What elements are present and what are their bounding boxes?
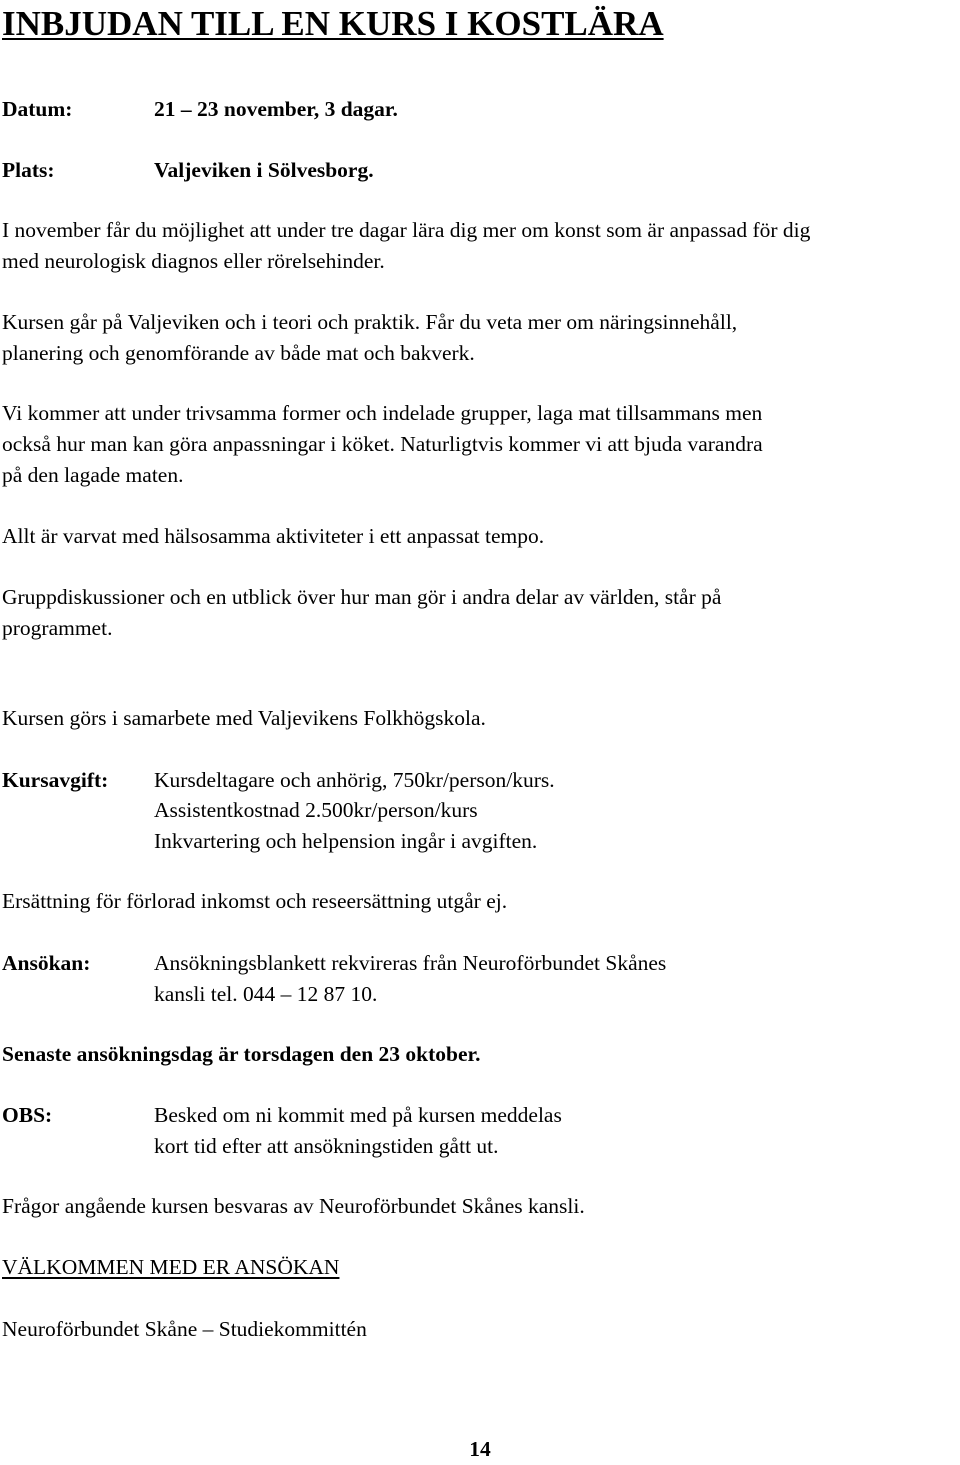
intro-paragraph-line-1: I november får du möjlighet att under tre dagar lära dig mer om konst som är anpassad för dig: [2, 218, 811, 242]
obs-label: OBS:: [2, 1103, 53, 1127]
plats-value: Valjeviken i Sölvesborg.: [154, 158, 374, 182]
discussion-paragraph-line-2: programmet.: [2, 616, 113, 640]
ansokan-label: Ansökan:: [2, 951, 91, 975]
datum-value: 21 – 23 november, 3 dagar.: [154, 97, 398, 121]
kursavgift-line: Assistentkostnad 2.500kr/person/kurs: [154, 798, 478, 822]
deadline-note: Senaste ansökningsdag är torsdagen den 23 oktober.: [2, 1042, 481, 1066]
activities-paragraph: Allt är varvat med hälsosamma aktiviteter i ett anpassat tempo.: [2, 524, 545, 548]
plats-label: Plats:: [2, 158, 55, 182]
kursavgift-label: Kursavgift:: [2, 768, 109, 792]
intro-paragraph-line-2: med neurologisk diagnos eller rörelsehinder.: [2, 249, 385, 273]
page-title: INBJUDAN TILL EN KURS I KOSTLÄRA: [2, 4, 664, 43]
groups-paragraph-line-2: också hur man kan göra anpassningar i köket. Naturligtvis kommer vi att bjuda varandra: [2, 432, 763, 456]
signature: Neuroförbundet Skåne – Studiekommittén: [2, 1317, 367, 1341]
obs-line: kort tid efter att ansökningstiden gått ut.: [154, 1134, 499, 1158]
groups-paragraph-line-3: på den lagade maten.: [2, 463, 184, 487]
questions-note: Frågor angående kursen besvaras av Neuroförbundet Skånes kansli.: [2, 1194, 585, 1218]
obs-line: Besked om ni kommit med på kursen meddelas: [154, 1103, 562, 1127]
page-number: 14: [469, 1437, 491, 1461]
ansokan-line: kansli tel. 044 – 12 87 10.: [154, 982, 378, 1006]
ansokan-line: Ansökningsblankett rekvireras från Neuroförbundet Skånes: [154, 951, 667, 975]
collaboration-paragraph: Kursen görs i samarbete med Valjevikens Folkhögskola.: [2, 706, 486, 730]
course-paragraph-line-2: planering och genomförande av både mat och bakverk.: [2, 341, 475, 365]
kursavgift-line: Kursdeltagare och anhörig, 750kr/person/kurs.: [154, 768, 555, 792]
discussion-paragraph-line-1: Gruppdiskussioner och en utblick över hur man gör i andra delar av världen, står på: [2, 585, 722, 609]
compensation-note: Ersättning för förlorad inkomst och reseersättning utgår ej.: [2, 889, 508, 913]
course-paragraph-line-1: Kursen går på Valjeviken och i teori och praktik. Får du veta mer om näringsinnehåll,: [2, 310, 738, 334]
datum-label: Datum:: [2, 97, 73, 121]
groups-paragraph-line-1: Vi kommer att under trivsamma former och indelade grupper, laga mat tillsammans men: [2, 401, 763, 425]
kursavgift-line: Inkvartering och helpension ingår i avgiften.: [154, 829, 538, 853]
welcome-heading: VÄLKOMMEN MED ER ANSÖKAN: [2, 1255, 340, 1279]
